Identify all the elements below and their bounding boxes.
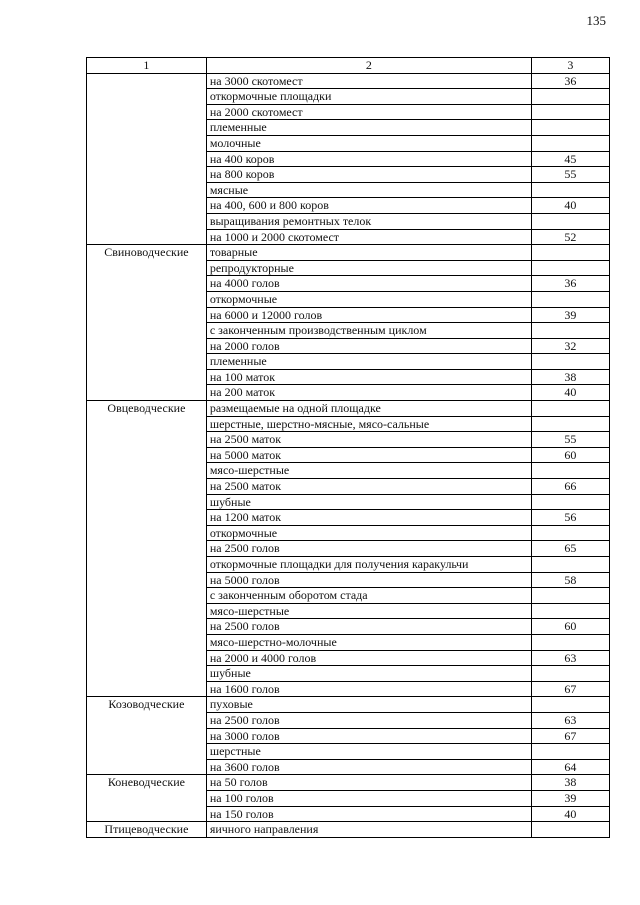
item-label-cell: шубные [206, 666, 531, 682]
item-label-cell: откормочные [206, 291, 531, 307]
header-col-3: 3 [531, 58, 609, 74]
value-cell: 64 [531, 759, 609, 775]
item-label-cell: на 2500 голов [206, 541, 531, 557]
header-col-2: 2 [206, 58, 531, 74]
value-cell: 67 [531, 681, 609, 697]
value-cell [531, 634, 609, 650]
value-cell [531, 260, 609, 276]
value-cell [531, 323, 609, 339]
table-row [87, 822, 610, 838]
item-label-cell: откормочные площадки [206, 89, 531, 105]
item-label-cell: на 400 коров [206, 151, 531, 167]
value-cell [531, 416, 609, 432]
category-cell: Козоводческие [87, 697, 207, 775]
value-cell: 55 [531, 432, 609, 448]
value-cell [531, 744, 609, 760]
item-label-cell: шубные [206, 494, 531, 510]
item-label-cell: на 4000 голов [206, 276, 531, 292]
item-label-cell: на 200 маток [206, 385, 531, 401]
value-cell: 56 [531, 510, 609, 526]
value-cell [531, 494, 609, 510]
category-cell: Свиноводческие [87, 245, 207, 401]
document-table [86, 57, 610, 838]
value-cell: 45 [531, 151, 609, 167]
category-cell: Птицеводческие [87, 822, 207, 838]
value-cell: 60 [531, 619, 609, 635]
value-cell: 38 [531, 775, 609, 791]
item-label-cell: на 6000 и 12000 голов [206, 307, 531, 323]
item-label-cell: на 1000 и 2000 скотомест [206, 229, 531, 245]
value-cell [531, 89, 609, 105]
value-cell [531, 120, 609, 136]
value-cell [531, 588, 609, 604]
item-label-cell: мясные [206, 182, 531, 198]
value-cell [531, 291, 609, 307]
value-cell: 39 [531, 790, 609, 806]
item-label-cell: мясо-шерстно-молочные [206, 634, 531, 650]
item-label-cell: репродукторные [206, 260, 531, 276]
value-cell [531, 401, 609, 417]
item-label-cell: с законченным производственным циклом [206, 323, 531, 339]
value-cell [531, 213, 609, 229]
value-cell [531, 697, 609, 713]
item-label-cell: на 100 голов [206, 790, 531, 806]
item-label-cell: шерстные, шерстно-мясные, мясо-сальные [206, 416, 531, 432]
item-label-cell: племенные [206, 354, 531, 370]
value-cell: 65 [531, 541, 609, 557]
table-row [87, 73, 610, 89]
item-label-cell: шерстные [206, 744, 531, 760]
item-label-cell: яичного направления [206, 822, 531, 838]
value-cell: 63 [531, 712, 609, 728]
value-cell: 66 [531, 479, 609, 495]
page-number: 135 [586, 13, 606, 28]
table-body [87, 58, 610, 838]
value-cell: 39 [531, 307, 609, 323]
item-label-cell: на 3000 голов [206, 728, 531, 744]
item-label-cell: пуховые [206, 697, 531, 713]
item-label-cell: на 800 коров [206, 167, 531, 183]
table-row [87, 697, 610, 713]
item-label-cell: на 2500 маток [206, 432, 531, 448]
item-label-cell: на 1600 голов [206, 681, 531, 697]
item-label-cell: на 400, 600 и 800 коров [206, 198, 531, 214]
item-label-cell: на 100 маток [206, 369, 531, 385]
item-label-cell: откормочные площадки для получения каракульчи [206, 557, 531, 573]
item-label-cell: молочные [206, 135, 531, 151]
value-cell: 52 [531, 229, 609, 245]
item-label-cell: на 2500 голов [206, 712, 531, 728]
value-cell [531, 135, 609, 151]
value-cell [531, 104, 609, 120]
table-header-row [87, 58, 610, 74]
value-cell: 32 [531, 338, 609, 354]
table-row [87, 775, 610, 791]
value-cell [531, 245, 609, 261]
category-cell: Овцеводческие [87, 401, 207, 697]
header-col-1: 1 [87, 58, 207, 74]
value-cell: 40 [531, 806, 609, 822]
value-cell: 36 [531, 276, 609, 292]
category-cell: Коневодческие [87, 775, 207, 822]
value-cell [531, 182, 609, 198]
item-label-cell: на 2000 и 4000 голов [206, 650, 531, 666]
item-label-cell: на 5000 голов [206, 572, 531, 588]
item-label-cell: племенные [206, 120, 531, 136]
item-label-cell: на 2500 маток [206, 479, 531, 495]
item-label-cell: мясо-шерстные [206, 463, 531, 479]
item-label-cell: на 150 голов [206, 806, 531, 822]
value-cell [531, 525, 609, 541]
item-label-cell: на 3600 голов [206, 759, 531, 775]
value-cell: 55 [531, 167, 609, 183]
value-cell: 40 [531, 385, 609, 401]
value-cell [531, 463, 609, 479]
value-cell: 67 [531, 728, 609, 744]
item-label-cell: товарные [206, 245, 531, 261]
value-cell: 40 [531, 198, 609, 214]
value-cell [531, 603, 609, 619]
item-label-cell: на 2500 голов [206, 619, 531, 635]
item-label-cell: на 50 голов [206, 775, 531, 791]
value-cell [531, 557, 609, 573]
item-label-cell: с законченным оборотом стада [206, 588, 531, 604]
item-label-cell: размещаемые на одной площадке [206, 401, 531, 417]
table-row [87, 401, 610, 417]
value-cell: 36 [531, 73, 609, 89]
value-cell: 60 [531, 447, 609, 463]
value-cell [531, 354, 609, 370]
value-cell: 38 [531, 369, 609, 385]
item-label-cell: на 1200 маток [206, 510, 531, 526]
table-row [87, 245, 610, 261]
value-cell [531, 822, 609, 838]
item-label-cell: на 3000 скотомест [206, 73, 531, 89]
item-label-cell: на 5000 маток [206, 447, 531, 463]
value-cell: 58 [531, 572, 609, 588]
value-cell: 63 [531, 650, 609, 666]
item-label-cell: откормочные [206, 525, 531, 541]
value-cell [531, 666, 609, 682]
item-label-cell: на 2000 голов [206, 338, 531, 354]
item-label-cell: выращивания ремонтных телок [206, 213, 531, 229]
item-label-cell: на 2000 скотомест [206, 104, 531, 120]
item-label-cell: мясо-шерстные [206, 603, 531, 619]
category-cell [87, 73, 207, 245]
